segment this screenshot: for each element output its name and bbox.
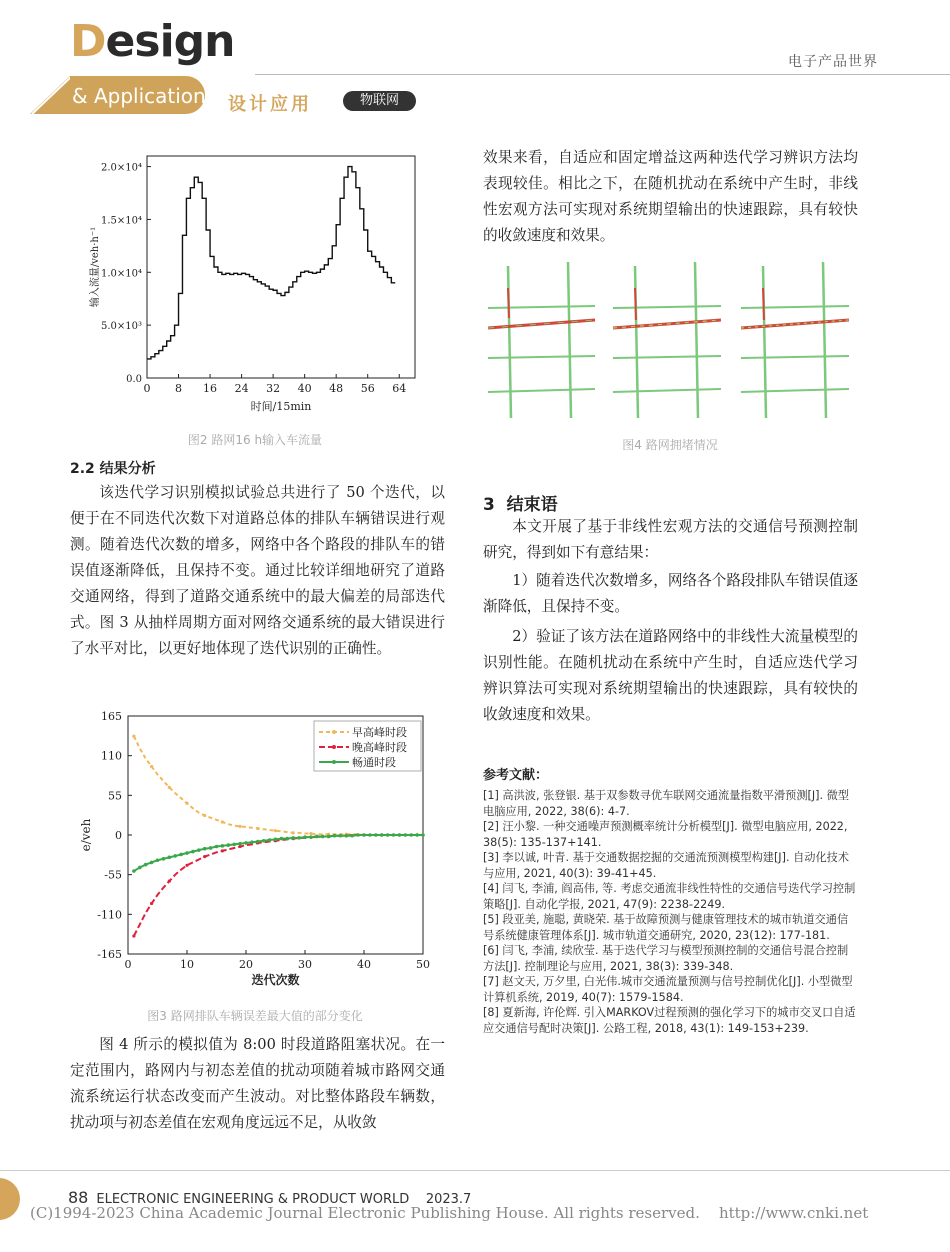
header-divider [255,74,950,75]
data-point [297,836,301,840]
y-tick-label: 0.0 [126,374,142,385]
footer-divider [0,1170,950,1171]
data-point [345,834,349,838]
data-point [339,834,343,838]
data-point [368,833,372,837]
brand-logo: Design [70,16,235,67]
data-point [138,866,142,870]
data-point [144,863,148,867]
data-point [292,831,295,834]
conclusion-item-2: 2）验证了该方法在道路网络中的非线性大流量模型的识别性能。在随机扰动在系统中产生时，自适应迭代学习辨识算法可实现对系统期望输出的快速跟踪，具有较快的收敛速度和效果。 [483,628,858,723]
data-point [321,835,325,839]
section-3-title: 3 结束语 [483,495,558,515]
x-axis-label: 时间/15min [250,400,312,413]
data-point [404,833,408,837]
data-point [132,934,135,937]
legend-marker [332,745,336,749]
journal-name: 电子产品世界 [788,54,878,70]
conclusion-intro: 本文开展了基于非线性宏观方法的交通信号预测控制研究，得到如下有意结果： [483,518,858,561]
series-line [134,835,423,936]
page-number: 88 [68,1188,89,1207]
data-point [173,854,177,858]
references-list [483,788,858,1036]
section-2-2-title: 2.2 结果分析 [70,461,156,477]
data-point [238,842,242,846]
x-tick-label: 32 [266,382,281,395]
data-point [421,833,425,837]
legend-marker [332,760,336,764]
y-tick-label: 1.5×10⁴ [100,215,142,227]
x-tick-label: 30 [298,958,312,971]
section-subtitle-en: & Application [72,84,206,108]
data-point [203,847,207,851]
x-tick-label: 24 [234,382,249,395]
data-point [185,851,189,855]
y-tick-label: 1.0×10⁴ [100,268,142,280]
section-subtitle-cn: 设计应用 [228,94,312,115]
footer-dot [0,1178,20,1220]
x-tick-label: 0 [124,958,132,971]
data-point [168,880,171,883]
x-tick-label: 40 [297,382,312,395]
left-paragraph-2: 图 4 所示的模拟值为 8:00 时段道路阻塞状况。在一定范围内，路网内与初态差值的扰动项随着城市路网交通流系统运行状态改变而产生波动。对比整体路段车辆数，扰动项与初态差值在宏观角度远远不足，从收敛 [70,1036,445,1131]
y-tick-label: 2.0×10⁴ [100,162,142,174]
figure-4-caption: 图4 路网拥堵情况 [622,438,718,452]
conclusion-item-1: 1）随着迭代次数增多，网络各个路段排队车错误值逐渐降低，且保持不变。 [483,572,858,615]
y-tick-label: 0 [115,829,122,842]
x-tick-label: 64 [392,382,407,395]
right-paragraph-top: 效果来看，自适应和固定增益这两种迭代学习辨识方法均表现较佳。相比之下，在随机扰动在系统中产生时，非线性宏观方法可实现对系统期望输出的快速跟踪，具有较快的收敛速度和效果。 [483,149,858,244]
x-tick-label: 48 [329,382,344,395]
y-tick-label: -165 [97,948,122,961]
footer-date: 2023.7 [425,1192,472,1207]
y-tick-label: -110 [97,908,122,922]
data-point [274,829,277,832]
figure-4-road-network [483,258,863,428]
left-paragraph-1: 该迭代学习识别模拟试验总共进行了 50 个迭代，以便于在不同迭代次数下对道路总体的排队车辆错误进行观测。随着迭代次数的增多，网络中各个路段的排队车的错误值逐渐降低，且保持不变。通过比较详细地研究了道路交通网络，得到了道路交通系统中的最大偏差的局部迭代式。图 3 从抽样周期方面对网络交通系统的最大错误进行了水平对比，以更好地体现了迭代识别的正确性。 [70,484,445,657]
data-point [315,835,319,839]
data-point [132,869,136,873]
data-point [197,848,201,852]
data-point [150,861,154,865]
reference-item: [5] 段亚美, 施聪, 黄晓荣. 基于故障预测与健康管理技术的城市轨道交通信号系统健康管理体系[J]. 城市轨道交通研究, 2020, 23(12): 177-181. [483,913,849,942]
data-point [392,833,396,837]
y-axis-label: e/veh [79,818,93,852]
data-point [215,845,219,849]
data-point [274,838,278,842]
x-tick-label: 16 [203,382,218,395]
data-point [227,843,231,847]
data-point [162,857,166,861]
data-point [239,825,242,828]
data-point [262,839,266,843]
footer-journal: ELECTRONIC ENGINEERING & PRODUCT WORLD [96,1192,410,1207]
data-point [374,833,378,837]
data-point [380,833,384,837]
data-point [333,834,337,838]
data-point [244,841,248,845]
road-map-1 [488,262,595,418]
reference-item: [4] 闫飞, 李浦, 阎高伟, 等. 考虑交通流非线性特性的交通信号迭代学习控制策略[J]. 自动化学报, 2021, 47(9): 2238-2249. [483,882,856,911]
data-point [203,855,206,858]
road-map-3 [741,262,849,418]
x-tick-label: 50 [416,958,430,971]
data-point [191,850,195,854]
figure-3-caption: 图3 路网排队车辆误差最大值的部分变化 [147,1009,363,1023]
y-tick-label: -55 [104,868,122,882]
copyright-notice: (C)1994-2023 China Academic Journal Electronic Publishing House. All rights reserved. http://www.cnki.net [30,1204,869,1222]
series-line [147,167,395,359]
data-point [415,833,419,837]
x-tick-label: 40 [357,958,371,971]
data-point [150,765,153,768]
reference-item: [7] 赵文天, 万夕里, 白光伟.城市交通流量预测与信号控制优化[J]. 小型微型计算机系统, 2019, 40(7): 1579-1584. [483,975,853,1004]
category-tag: 物联网 [343,91,416,111]
data-point [221,849,224,852]
data-point [280,837,284,841]
data-point [185,864,188,867]
reference-item: [2] 汪小黎. 一种交通噪声预测概率统计分析模型[J]. 微型电脑应用, 2022, 38(5): 135-137+141. [483,820,848,849]
figure-2-chart [70,148,430,423]
figure-2-caption: 图2 路网16 h输入车流量 [187,433,323,447]
x-axis-label: 迭代次数 [251,973,300,987]
x-tick-label: 20 [239,958,253,971]
road-map-2 [613,262,721,418]
x-tick-label: 8 [175,382,183,395]
data-point [203,814,206,817]
y-axis-label: 输入流量/veh·h⁻¹ [90,226,101,308]
data-point [221,844,225,848]
data-point [156,858,160,862]
reference-item: [1] 高洪波, 张登银. 基于双参数寻优车联网交通流量指数平滑预测[J]. 微型电脑应用, 2022, 38(6): 4-7. [483,789,850,818]
data-point [256,840,260,844]
legend-label: 畅通时段 [352,756,396,769]
y-tick-label: 55 [108,789,122,803]
data-point [286,837,290,841]
data-point [179,853,183,857]
data-point [256,827,259,830]
data-point [221,820,224,823]
data-point [356,833,360,837]
data-point [268,838,272,842]
x-tick-label: 10 [180,958,194,971]
data-point [350,834,354,838]
reference-item: [8] 夏新海, 许伦辉. 引入MARKOV过程预测的强化学习下的城市交叉口自适应交通信号配时决策[J]. 公路工程, 2018, 43(1): 149-153+239. [483,1006,856,1035]
y-tick-label: 110 [101,749,122,763]
x-tick-label: 0 [143,382,151,395]
data-point [327,835,331,839]
data-point [409,833,413,837]
x-tick-label: 56 [360,382,375,395]
legend-marker [332,730,336,734]
data-point [168,786,171,789]
figure-3-chart [70,705,440,1000]
data-point [150,902,153,905]
y-tick-label: 5.0×10³ [100,321,142,333]
data-point [362,833,366,837]
data-point [250,840,254,844]
y-tick-label: 165 [101,710,122,723]
references-title: 参考文献： [483,768,549,783]
data-point [232,843,236,847]
data-point [209,846,213,850]
legend-label: 晚高峰时段 [352,741,407,754]
data-point [132,735,135,738]
data-point [168,856,172,860]
band-slash-icon [0,76,70,114]
data-point [309,835,313,839]
data-point [309,832,312,835]
plot-frame [147,156,415,378]
data-point [291,836,295,840]
reference-item: [3] 李以诚, 叶青. 基于交通数据挖掘的交通流预测模型构建[J]. 自动化技术与应用, 2021, 40(3): 39-41+45. [483,851,850,880]
reference-item: [6] 闫飞, 李浦, 续欣莹. 基于迭代学习与模型预测控制的交通信号混合控制方法[J]. 控制理论与应用, 2021, 38(3): 339-348. [483,944,849,973]
data-point [386,833,390,837]
data-point [398,833,402,837]
legend-label: 早高峰时段 [352,726,407,739]
data-point [185,802,188,805]
data-point [303,835,307,839]
